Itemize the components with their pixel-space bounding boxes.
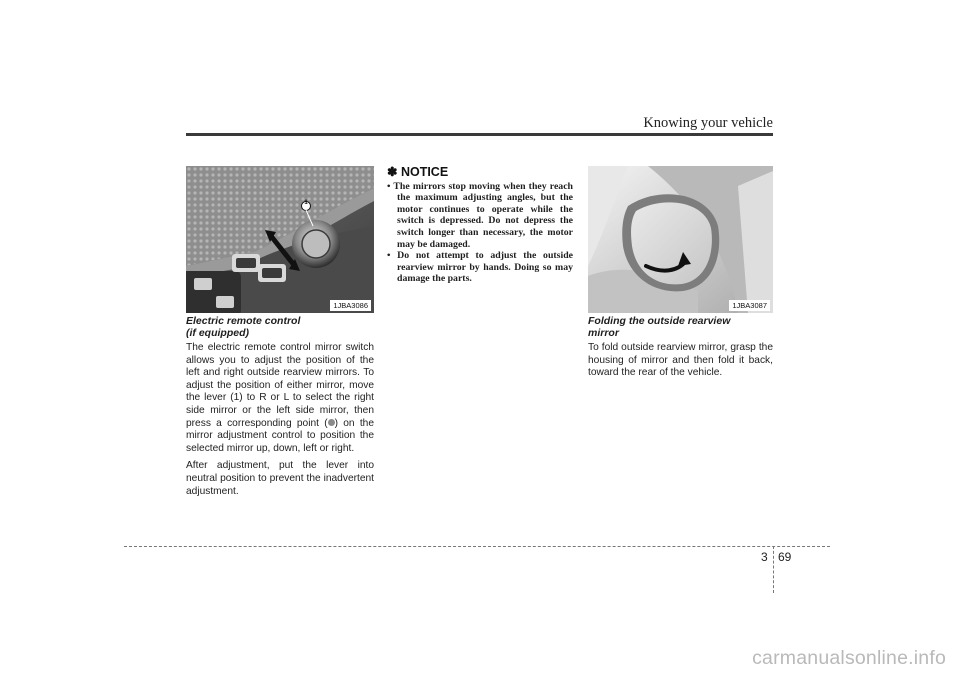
paragraph [186, 342, 374, 455]
header-rule [186, 133, 773, 136]
right-text-column [588, 316, 773, 385]
footer-divider [773, 546, 774, 593]
heading-line: mirror [588, 326, 619, 339]
notice-title: ✽ NOTICE [387, 165, 449, 179]
callout-number: 1 [304, 200, 308, 206]
notice-box [387, 166, 573, 285]
section-heading [186, 316, 374, 339]
paragraph-text: ) on the mirror adjustment control to position the selected mirror up, down, left or right. [186, 417, 374, 454]
notice-item: • The mirrors stop moving when they reach the maximum adjusting angles, but the motor continues to operate while the switch is depressed. Do not depress the switch longer than necessary, the motor may be damaged. [387, 180, 573, 250]
heading-line: Electric remote control [186, 315, 301, 327]
paragraph: After adjustment, put the lever into neutral position to prevent the inadvertent adjustment. [186, 460, 374, 497]
notice-item: • Do not attempt to adjust the outside rearview mirror by hands. Doing so may damage the parts. [387, 250, 573, 285]
left-text-column [186, 316, 374, 503]
mirror-switch-photo [186, 166, 374, 313]
notice-list [387, 181, 573, 285]
paragraph-text: The electric remote control mirror switch allows you to adjust the position of the left and right outside rearview mirrors. To adjust the position of either mirror, move the lever (1) to R or L to select the right side mirror or the left side mirror, then press a corresponding point ( [186, 342, 374, 429]
paragraph: To fold outside rearview mirror, grasp the housing of mirror and then fold it back, toward the rear of the vehicle. [588, 342, 773, 379]
page-number: 69 [778, 550, 792, 564]
figure-code: 1JBA3087 [729, 300, 770, 311]
heading-line: (if equipped) [186, 326, 249, 339]
press-point-icon [328, 419, 335, 426]
running-header: Knowing your vehicle [643, 115, 773, 131]
footer-rule [124, 546, 830, 547]
figure-code: 1JBA3086 [330, 300, 371, 311]
chapter-number: 3 [761, 550, 768, 564]
folding-mirror-photo [588, 166, 773, 313]
watermark: carmanualsonline.info [752, 647, 946, 669]
section-heading [588, 316, 773, 339]
heading-line: Folding the outside rearview [588, 315, 731, 327]
